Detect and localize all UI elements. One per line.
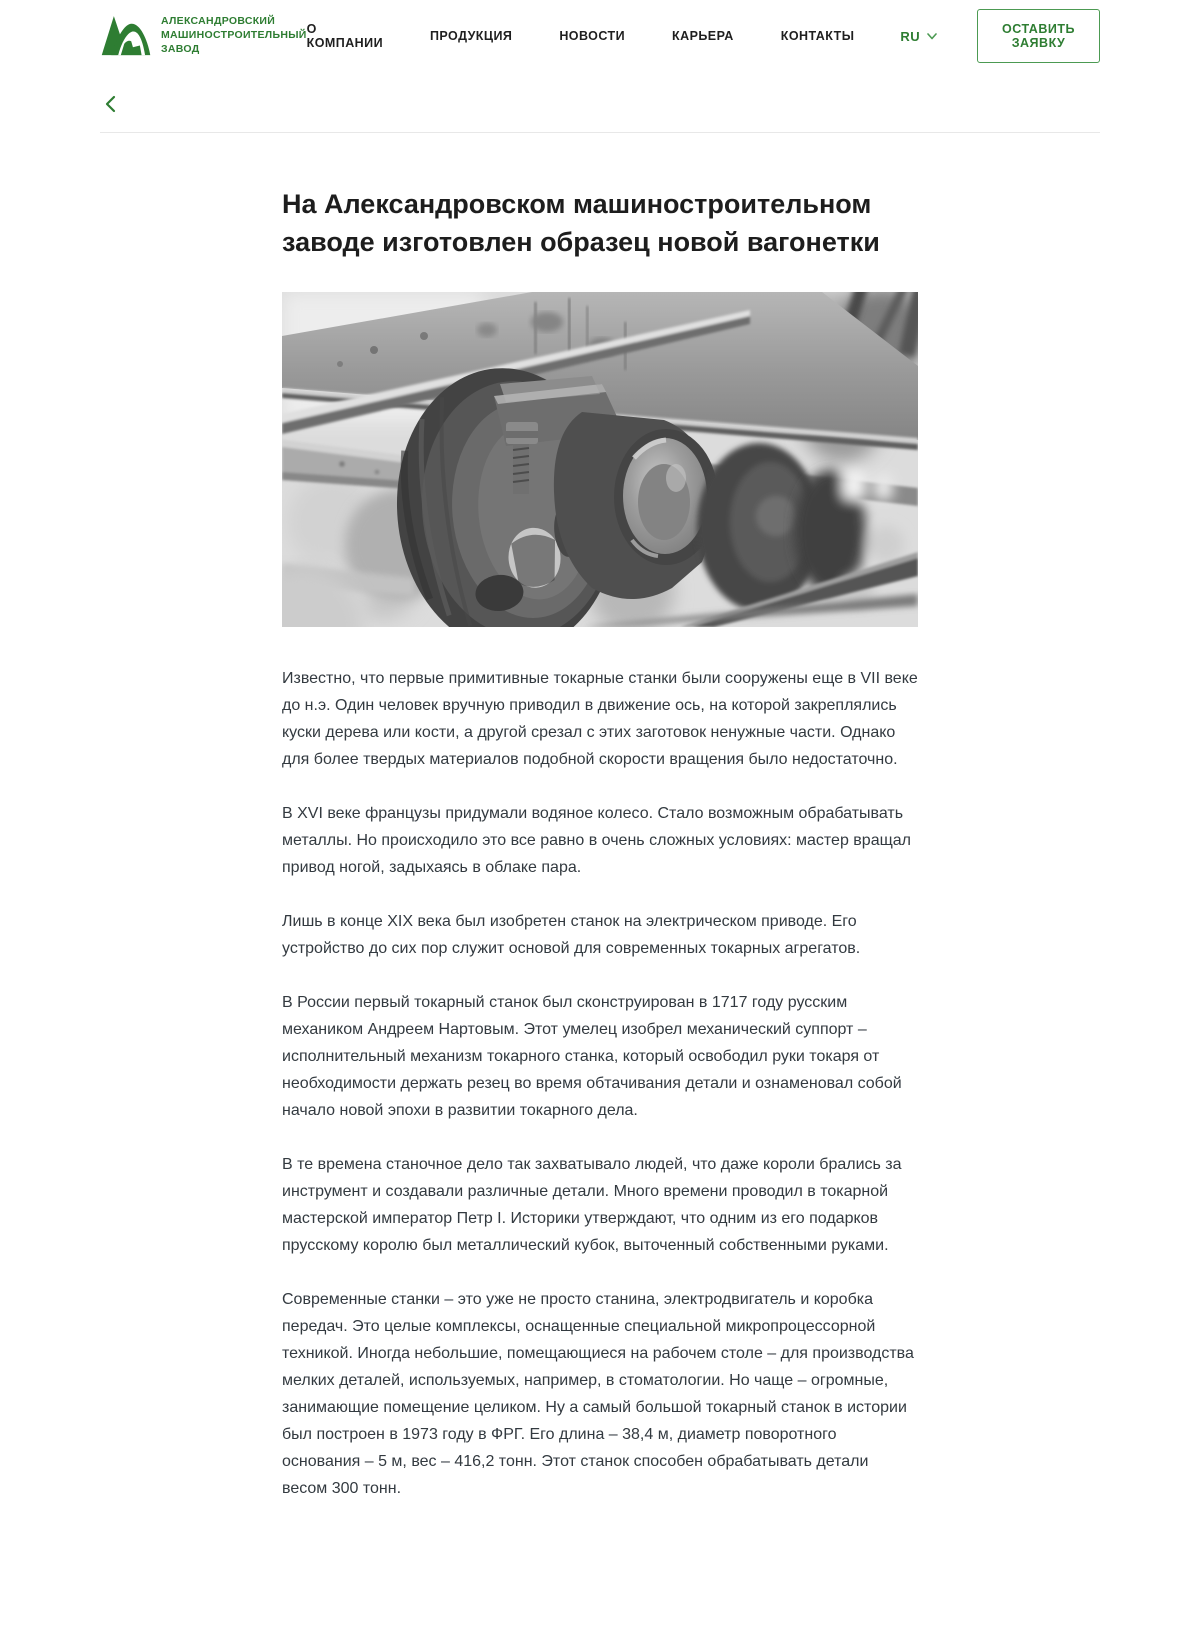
nav-item-products[interactable]: ПРОДУКЦИЯ (430, 29, 513, 43)
site-header (0, 0, 1200, 72)
nav-item-contacts[interactable]: КОНТАКТЫ (780, 29, 855, 43)
article-paragraph-1: Известно, что первые примитивные токарные станки были сооружены еще в VII веке до н.э. Один человек вручную приводил в движение ось, на которой закреплялись куски дерева или кости, а другой срезал с этих заготовок ненужные части. Однако для более твердых материалов подобной скорости вращения было недостаточно. (282, 669, 918, 768)
chevron-down-icon (927, 33, 937, 40)
article-paragraph-5: В те времена станочное дело так захватывало людей, что даже короли брались за инструмент и создавали различные детали. Много времени проводил в токарной мастерской император Петр I. Историки утверждают, что одним из его подарков прусскому королю был металлический кубок, выточенный собственными руками. (282, 1155, 902, 1254)
main-nav (307, 22, 855, 50)
request-button[interactable]: ОСТАВИТЬ ЗАЯВКУ (977, 9, 1100, 63)
back-row (100, 72, 1100, 133)
article-body (282, 665, 918, 1502)
minecart-wheels-photo (282, 292, 918, 627)
article-paragraph-2: В XVI веке французы придумали водяное колесо. Стало возможным обрабатывать металлы. Но происходило это все равно в очень сложных условиях: мастер вращал привод ногой, задыхаясь в облаке пара. (282, 804, 911, 876)
language-code: RU (900, 28, 920, 44)
brand-name: АЛЕКСАНДРОВСКИЙ МАШИНОСТРОИТЕЛЬНЫЙ ЗАВОД (161, 15, 307, 55)
article-paragraph-4: В России первый токарный станок был сконструирован в 1717 году русским механиком Андреем Нартовым. Этот умелец изобрел механический суппорт – исполнительный механизм токарного станка, который освободил руки токаря от необходимости держать резец во время обтачивания детали и ознаменовал собой начало новой эпохи в развитии токарного дела. (282, 993, 902, 1119)
nav-item-about[interactable]: О КОМПАНИИ (306, 22, 384, 50)
back-button[interactable] (100, 93, 120, 115)
news-article (282, 185, 918, 1502)
article-figure (282, 292, 918, 627)
article-paragraph-3: Лишь в конце XIX века был изобретен станок на электрическом приводе. Его устройство до сих пор служит основой для современных токарных агрегатов. (282, 912, 861, 957)
mountain-logo-icon (100, 14, 152, 58)
brand-logo[interactable] (100, 14, 307, 58)
article-paragraph-6: Современные станки – это уже не просто станина, электродвигатель и коробка передач. Это целые комплексы, оснащенные специальной микропроцессорной техникой. Иногда небольшие, помещающиеся на рабочем столе – для производства мелких деталей, используемых, например, в стоматологии. Но чаще – огромные, занимающие помещение целиком. Ну а самый большой токарный станок в истории был построен в 1973 году в ФРГ. Его длина – 38,4 м, диаметр поворотного основания – 5 м, вес – 416,2 тонн. Этот станок способен обрабатывать детали весом 300 тонн. (282, 1290, 914, 1497)
language-switcher[interactable] (900, 29, 937, 44)
nav-item-career[interactable]: КАРЬЕРА (672, 29, 734, 43)
chevron-left-icon (104, 95, 116, 113)
article-main (0, 185, 1200, 1639)
nav-item-news[interactable]: НОВОСТИ (559, 29, 626, 43)
page-title: На Александровском машиностроительном заводе изготовлен образец новой вагонетки (282, 189, 880, 258)
